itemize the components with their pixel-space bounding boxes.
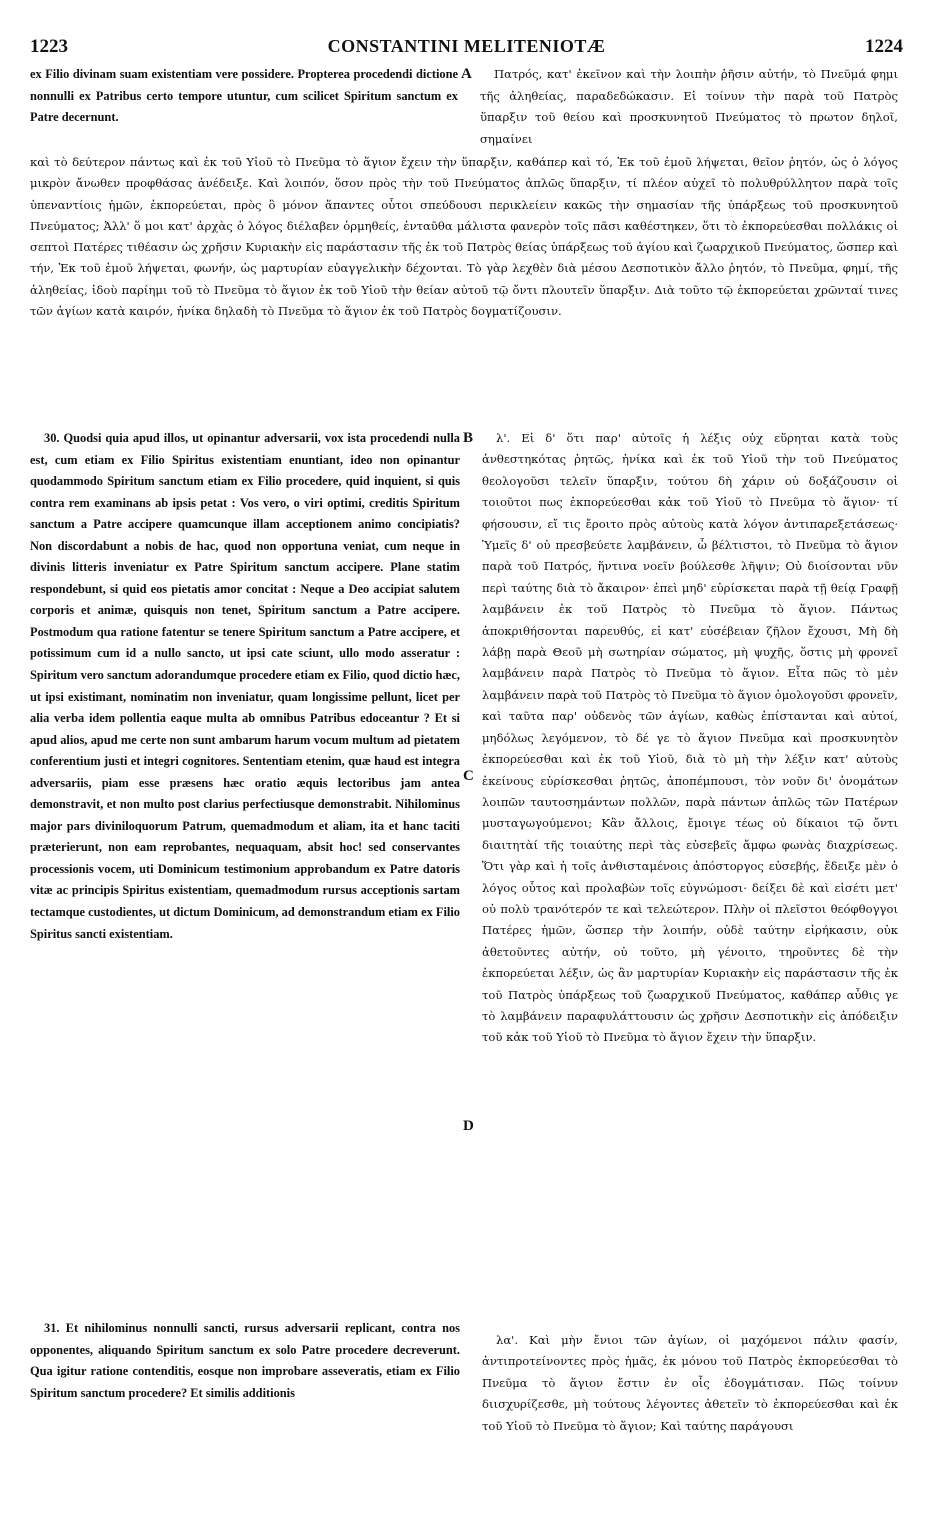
greek-full-width-paragraph: καὶ τὸ δεύτερον πάντως καὶ ἐκ τοῦ Υἱοῦ τὸ Πνεῦμα τὸ ἅγιον ἔχειν τὴν ὕπαρξιν, καθάπερ καὶ τό, Ἐκ τοῦ ἐμοῦ λήψεται, θεῖον ῥητόν, ὡς ὁ λόγος μικρὸν ἄνωθεν προφθάσας ἀνέδειξε. Καὶ λοιπόν, ὅσον πρὸς τὴν τοῦ Πνεύματος ἁπλῶς ὕπαρξιν, τί πλέον αὐχεῖ τὸ πολυθρύλλητον παρὰ τοῖς ὑπεναντίοις ἡμῶν, ἐκπορεύεται, πρὸς ὃ μόνον ἅπαντες οὗτοι σπεύδουσι περικλείειν κακῶς τὴν σημασίαν τῆς ὑπάρξεως τοῦ προσκυνητοῦ Πνεύματος; Ἀλλ' ὅ μοι κατ' ἀρχὰς ὁ λόγος διέλαβεν ὁρμηθείς, ἐνταῦθα μάλιστα φανερὸν τοῖς πᾶσι καθέστηκεν, ὅτι τὸ ἐκπορεύεσθαι πολλάκις οἱ σεπτοὶ Πατέρες τιθέασιν ὡς χρῆσιν Κυριακὴν εἰς παράστασιν τῆς ἐκ τοῦ Πατρὸς θείας ὑπάρξεως τοῦ ἁγίου καὶ ζωαρχικοῦ Πνεύματος, ὥσπερ καὶ τήν, Ἐκ τοῦ ἐμοῦ λήψεται, φωνήν, ὡς μαρτυρίαν εὐαγγελικὴν δέχονται. Τὸ γὰρ λεχθὲν διὰ μέσου Δεσποτικὸν ἄλλο ῥητόν, τὸ Πνεῦμα, φημί, τῆς ἀληθείας, ἰδοὺ παρίημι τοῦ τὸ Πνεῦμα τὸ ἅγιον ἐκ τοῦ Υἱοῦ τὴν θείαν αὐτοῦ τῷ ὄντι πλουτεῖν ὕπαρξιν. Διὰ τοῦτο τῷ ἐκπορεύεται χρῶνταί τινες τῶν ἁγίων κατὰ καιρόν, ἡνίκα δηλαδὴ τὸ Πνεῦμα τὸ ἅγιον ἐκ τοῦ Πατρὸς δογματίζουσιν. [30,155,898,319]
margin-letter-b: B [463,430,474,446]
margin-letter-a: A [461,66,472,82]
latin-paragraph-30: 30. Quodsi quia apud illos, ut opinantur adversarii, vox ista procedendi nulla est, cum etiam ex Filio Spiritus existentiam enuntiant, ideo non opinantur quodammodo Spiritum sanctum etiam ex Filio procedere, quid inquient, si quis contra rem examinans ab ipsis petat : Vos vero, o viri optimi, creditis Spiritum sanctum a Patre accipere quamcunque illam acceptionem animo concipiatis? Non discordabunt a nobis de hac, quod non opportuna veniat, cum neque in divinis litteris inveniatur ex Patre Spiritum sanctum accipere. Plane statim respondebunt, si quid eos pietatis amor concitat : Neque a Deo accipiat salutem corporis et animæ, quisquis non tenet, Spiritum sanctum a Patre accipere. Postmodum qua ratione fatentur se tenere Spiritum sanctum a Patre accipere, et potissimum cum id a nullo sancto, ut ipsi cate sciunt, ullo modo asseratur : Spiritum vero sanctum adorandumque procedere etiam ex Filio, quod dictio hæc, ut ipsi existimant, nominatim non inveniatur, quam longissime pellunt, licet per alia verba idem pollentia eaque multa ab omnibus Patribus edoceantur ? Et si apud alios, apud me certe non sunt ambarum harum vocum multum ad pietatem conferentium justi et integri cognitores. Sententiam etenim, quæ haud est integra adversariis, piam esse præsens hæc oratio æquis lectoribus jam antea demonstravit, et non multo post clarius perfectiusque demonstrabit. Nihilominus major pars diviniloquorum Patrum, quemadmodum et aliam, ita et hanc taciti præterierunt, non eam reprobantes, nequaquam, absit hoc! sed conservantes processionis vocem, uti Dominicum testimonium approbandum ex Patre datoris vitæ ac principis Spiritus existentiam, quemadmodum rursus acceptionis sartam tectamque custodientes, ut dictum Dominicum, ad demonstrandum etiam ex Filio Spiritus sancti existentiam. [30,431,460,941]
greek-full-width-block [30,152,898,422]
greek-paragraph-31: λα'. Καὶ μὴν ἔνιοι τῶν ἁγίων, οἱ μαχόμενοι πάλιν φασίν, ἀντιπροτείνοντες πρὸς ἡμᾶς, ἐκ μόνου τοῦ Πατρὸς ἐκπορεύεσθαι τὸ Πνεῦμα τὸ ἅγιον ἔστιν ἐν οἷς ἐδογμάτισαν. Πῶς τοίνυν διισχυρίζεσθε, μὴ τούτους λέγοντες ἀθετεῖν τὸ ἐκπορεύεσθαι καὶ ἐκ τοῦ Υἱοῦ τὸ Πνεῦμα τὸ ἅγιον; Καὶ ταύτης παράγουσι [482,1333,898,1433]
latin-column [30,428,460,1316]
greek-top-right-paragraph: Πατρός, κατ' ἐκεῖνον καὶ τὴν λοιπὴν ῥῆσιν αὐτήν, τὸ Πνεῦμά φημι τῆς ἀληθείας, παραδεδώκασιν. Εἰ τοίνυν τὴν παρὰ τοῦ Πατρὸς ὕπαρξιν τοῦ θείου καὶ προσκυνητοῦ Πνεύματος τὸ πρωτον δηλοῖ, σημαίνει [480,67,898,146]
running-header [30,36,903,60]
latin-top-paragraph: ex Filio divinam suam existentiam vere possidere. Propterea procedendi dictione nonnulli ex Patribus certo tempore utuntur, cum scilicet Spiritum sanctum ex Patre decernunt. [30,67,458,125]
right-page-number: 1224 [865,36,903,57]
latin-paragraph-31: 31. Et nihilominus nonnulli sancti, rursus adversarii replicant, contra nos opponentes, aliquando Spiritum sanctum ex solo Patre procedere decreverunt. Qua igitur ratione contenditis, eosque non improbare asseveratis, etiam ex Filio Spiritum sanctum procedere? Et similis additionis [30,1321,460,1400]
greek-column [482,428,898,1308]
margin-letter-d: D [463,1118,474,1134]
margin-letter-c: C [463,768,474,784]
greek-column-31 [482,1330,898,1480]
left-page-number: 1223 [30,36,68,57]
greek-top-right-block [480,64,898,152]
latin-top-block [30,64,458,152]
running-title: CONSTANTINI MELITENIOTÆ [327,36,606,56]
latin-column-31 [30,1318,460,1478]
greek-paragraph-30: λ'. Εἰ δ' ὅτι παρ' αὐτοῖς ἡ λέξις οὐχ εὕρηται κατὰ τοὺς ἀνθεστηκότας ῥητῶς, ἡνίκα καὶ ἐκ τοῦ Υἱοῦ τὴν τοῦ Πνεύματος θεολογοῦσι τελεῖν ὕπαρξιν, τούτου δὴ χάριν οὐ δοξάζουσιν οἱ τοιοῦτοι πως ἐκπορεύεσθαι κἀκ τοῦ Υἱοῦ τὸ Πνεῦμα τὸ ἅγιον· τί φήσουσιν, εἴ τις ἔροιτο πρὸς αὐτοὺς κατὰ λόγον ἀντιπαρεξετάσεως· Ὑμεῖς δ' οὐ πρεσβεύετε λαμβάνειν, ὦ βέλτιστοι, τὸ Πνεῦμα τὸ ἅγιον παρὰ τοῦ Πατρός, ἥντινα νοεῖν βούλεσθε λῆψιν; Οὐ διοίσονται νῦν περὶ ταύτης διὰ τὸ ἄκαιρον· ἐπεὶ μηδ' εὑρίσκεται παρὰ τῇ θείᾳ Γραφῇ λαμβάνειν ἐκ τοῦ Πατρὸς τὸ Πνεῦμα τὸ ἅγιον. Πάντως ἀποκριθήσονται παρευθύς, εἰ κατ' εὐσέβειαν ζῆλον ἔχουσι, Μὴ δὴ λάβῃ παρὰ Θεοῦ μὴ σωτηρίαν σώματος, μὴ ψυχῆς, ὅστις μὴ φρονεῖ λαμβάνειν παρὰ Πατρὸς τὸ Πνεῦμα τὸ ἅγιον. Εἶτα πῶς τὸ μὲν λαμβάνειν παρὰ τοῦ Πατρὸς τὸ Πνεῦμα τὸ ἅγιον ὁμολογοῦσι φρονεῖν, καὶ ταῦτα παρ' οὐδενὸς τῶν ἁγίων, καθὼς ἐπίστανται καὶ αὐτοί, μηδόλως λεγόμενον, τὸ δέ γε τὸ ἅγιον Πνεῦμα καὶ προσκυνητὸν ἐκπορεύεσθαι καὶ ἐκ τοῦ Υἱοῦ, διὰ τὸ μὴ τὴν λέξιν κατ' αὐτοὺς ἐκείνους εὑρίσκεσθαι ῥητῶς, ἀποπέμπουσι, τὸν νοῦν δι' ὀνομάτων λοιπῶν ταυτοσημάντων πολλῶν, παρὰ πάντων ἁπλῶς τῶν Πατέρων μυσταγωγούμενοι; Κἂν ἄλλοις, ἔμοιγε τέως οὐ δίκαιοι τῷ ὄντι διαιτητὰί τῆς τοιαύτης περὶ τὰς εὐσεβεῖς ἄμφω φωνὰς διαχρίσεως. Ὅτι γὰρ καὶ ἡ τοῖς ἀνθισταμένοις ἀπόστοργος εὐσεβής, ἔδειξε μὲν ὁ λόγος οὗτος καὶ προλαβὼν τοῖς εὐγνώμοσι· δείξει δὲ καὶ εἰσέτι μετ' οὐ πολὺ τρανότερόν τε καὶ τελεώτερον. Πλὴν οἱ πλεῖστοι θεόφθογγοι Πατέρες ἡμῶν, ὥσπερ τὴν λοιπήν, οὐδὲ ταύτην εἰρήκασιν, οὐκ ἀθετοῦντες αὐτήν, οὐ τοῦτο, μὴ γένοιτο, τηροῦντες δὲ τὴν ἐκπορεύεται λέξιν, ὡς ἂν μαρτυρίαν Κυριακὴν εἰς παράστασιν τῆς ἐκ τοῦ Πατρὸς ὑπάρξεως τοῦ ζωαρχικοῦ Πνεύματος, καθάπερ αὖθις γε τὸ λαμβάνειν παραφυλάττουσιν ὡς χρῆσιν Δεσποτικὴν εἰς ἀπόδειξιν τοῦ κἀκ τοῦ Υἱοῦ τὸ Πνεῦμα τὸ ἅγιον ἔχειν τὴν ὕπαρξιν. [482,431,898,1045]
